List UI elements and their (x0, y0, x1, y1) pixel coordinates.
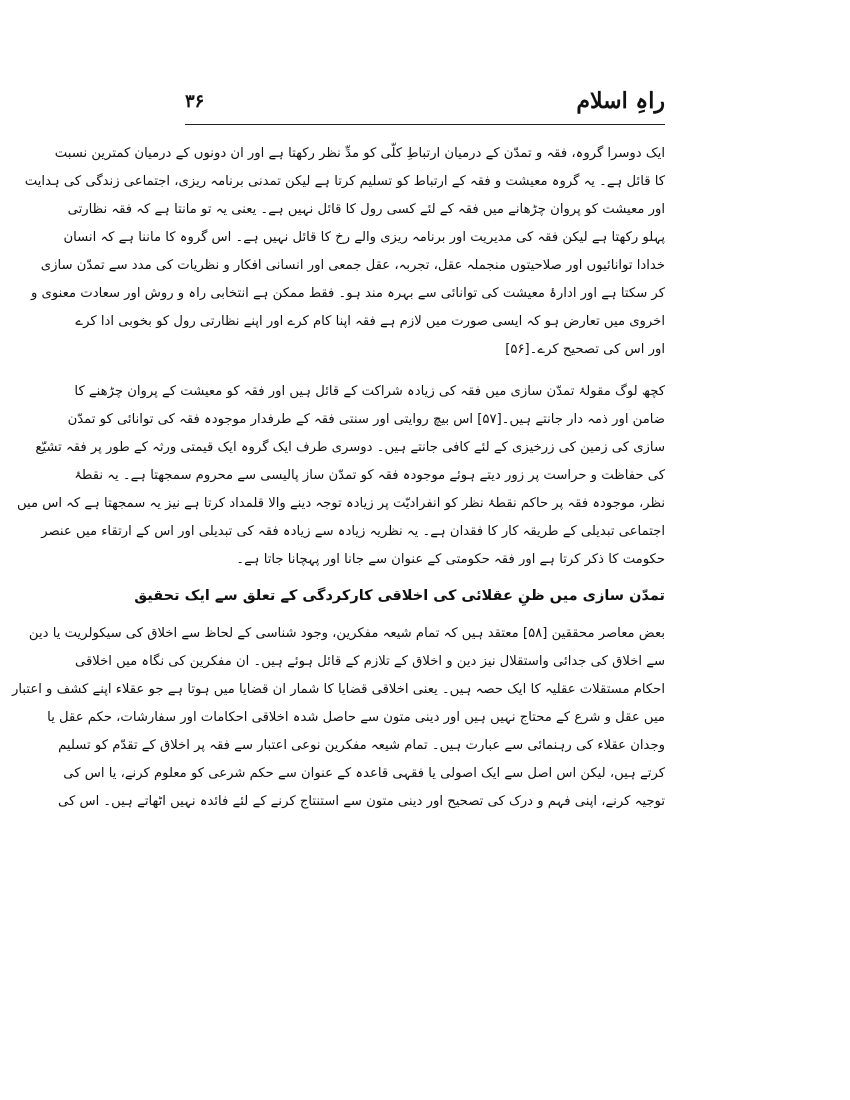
paragraph-1-line-6: کر سکتا ہے اور ادارۂ معیشت کی توانائی سے بہرہ مند ہو۔ فقط ممکن ہے انتخابی راہ و روش اور سعادت معنوی و (30, 286, 665, 301)
page-number: ۳۶ (185, 91, 205, 112)
paragraph-1-line-4: پہلو رکھتا ہے لیکن فقہ کی مدیریت اور برنامہ ریزی والے رخ کا قائل نہیں ہے۔ اس گروہ کا ماننا ہے کہ انسان (63, 230, 665, 245)
paragraph-3-line-2: سے اخلاق کی جدائی واستقلال نیز دین و اخلاق کے تلازم کے قائل ہوئے ہیں۔ ان مفکرین کی نگاہ میں اخلاقی (74, 654, 665, 669)
paragraph-3-line-7: توجیہ کرنے، اپنی فہم و درک کی تصحیح اور دینی متون سے استنتاج کرنے کے لئے فائدہ نہیں اٹھاتے ہیں۔ اس کی (58, 794, 665, 809)
paragraph-2-line-2: ضامن اور ذمہ دار جانتے ہیں۔[۵۷] اس بیچ روایتی اور سنتی فقہ کے طرفدار موجودہ فقہ کی توانائی کو تمدّن (67, 412, 665, 427)
paragraph-3-line-3: احکام مستقلات عقلیہ کا ایک حصہ ہیں۔ یعنی اخلاقی قضایا کا شمار ان قضایا میں ہوتا ہے جو عقلاء اپنے کشف و اعتبار (11, 682, 665, 697)
paragraph-2-line-7: حکومت کا ذکر کرتا ہے اور فقہ حکومتی کے عنوان سے جانا اور پہچانا جاتا ہے۔ (236, 552, 665, 567)
paragraph-2-line-6: اجتماعی تبدیلی کے طریقہ کار کا فقدان ہے۔ یہ نظریہ زیادہ سے زیادہ فقہ کی تبدیلی اور اس کے ارتقاء میں عنصر (41, 524, 665, 539)
paragraph-3-line-4: میں عقل و شرع کے محتاج نہیں ہیں اور دینی متون سے حاصل شدہ اخلاقی احکامات اور سفارشات، حکم عقل یا (47, 710, 665, 725)
paragraph-1-line-8: اور اس کی تصحیح کرے۔[۵۶] (505, 342, 665, 357)
paragraph-3-line-1: بعض معاصر محققین [۵۸] معتقد ہیں کہ تمام شیعہ مفکرین، وجود شناسی کے لحاظ سے اخلاق کی سیکولریت یا دین (28, 626, 665, 641)
paragraph-2-line-5: نظر، موجودہ فقہ پر حاکم نقطۂ نظر کو انفرادیّت پر زیادہ توجہ دینے والا قلمداد کرتا ہے نیز یہ سمجھتا ہے کہ اس میں (16, 496, 665, 511)
paragraph-1-line-5: خدادا توانائیوں اور صلاحیتوں منجملہ عقل، تجربہ، عقل جمعی اور انسانی افکار و نظریات کی مدد سے تمدّن سازی (40, 258, 665, 273)
header-rule (185, 124, 665, 125)
page-header (185, 86, 665, 126)
paragraph-3-line-5: وجدان عقلاء کی رہنمائی سے عبارت ہیں۔ تمام شیعہ مفکرین نوعی اعتبار سے فقہ پر اخلاق کے تقدّم کو تسلیم (58, 738, 665, 753)
paragraph-3-line-6: کرتے ہیں، لیکن اس اصل سے ایک اصولی یا فقہی قاعدہ کے عنوان سے حکم شرعی کو معلوم کرنے، یا اس کی (63, 766, 665, 781)
paragraph-1-line-7: اخروی میں تعارض ہو کہ ایسی صورت میں لازم ہے فقہ اپنا کام کرے اور اپنے نظارتی رول کو بخوبی ادا کرے (75, 314, 665, 329)
paragraph-2-line-1: کچھ لوگ مقولۂ تمدّن سازی میں فقہ کی زیادہ شراکت کے قائل ہیں اور فقہ کو معیشت کے پروان چڑھنے کا (74, 384, 665, 399)
paragraph-1-line-2: کا قائل ہے۔ یہ گروہ معیشت و فقہ کے ارتباط کو تسلیم کرتا ہے لیکن تمدنی برنامہ ریزی، اجتماعی زندگی کی ہدایت (24, 174, 665, 189)
paragraph-1-line-3: اور معیشت کو پروان چڑھانے میں فقہ کے لئے کسی رول کا قائل نہیں ہے۔ یعنی یہ تو مانتا ہے کہ فقہ نظارتی (67, 202, 665, 217)
paragraph-1-line-1: ایک دوسرا گروہ، فقہ و تمدّن کے درمیان ارتباطِ کلّی کو مدِّ نظر رکھتا ہے اور ان دونوں کے درمیان کمترین نسبت (54, 146, 665, 161)
running-title: راہِ اسلام (576, 88, 665, 114)
paragraph-2-line-3: سازی کی زمین کی زرخیزی کے لئے کافی جانتے ہیں۔ دوسری طرف ایک گروہ ایک قیمتی ورثہ کے طور پر فقہ تشیّع (35, 440, 665, 455)
paragraph-2-line-4: کی حفاظت و حراست پر زور دیتے ہوئے موجودہ فقہ کو تمدّن ساز پالیسی سے محروم سمجھتا ہے۔ یہ نقطۂ (74, 468, 665, 483)
section-heading: تمدّن سازی میں ظنِ عقلائی کی اخلاقی کارکردگی کے تعلق سے ایک تحقیق (134, 588, 665, 604)
